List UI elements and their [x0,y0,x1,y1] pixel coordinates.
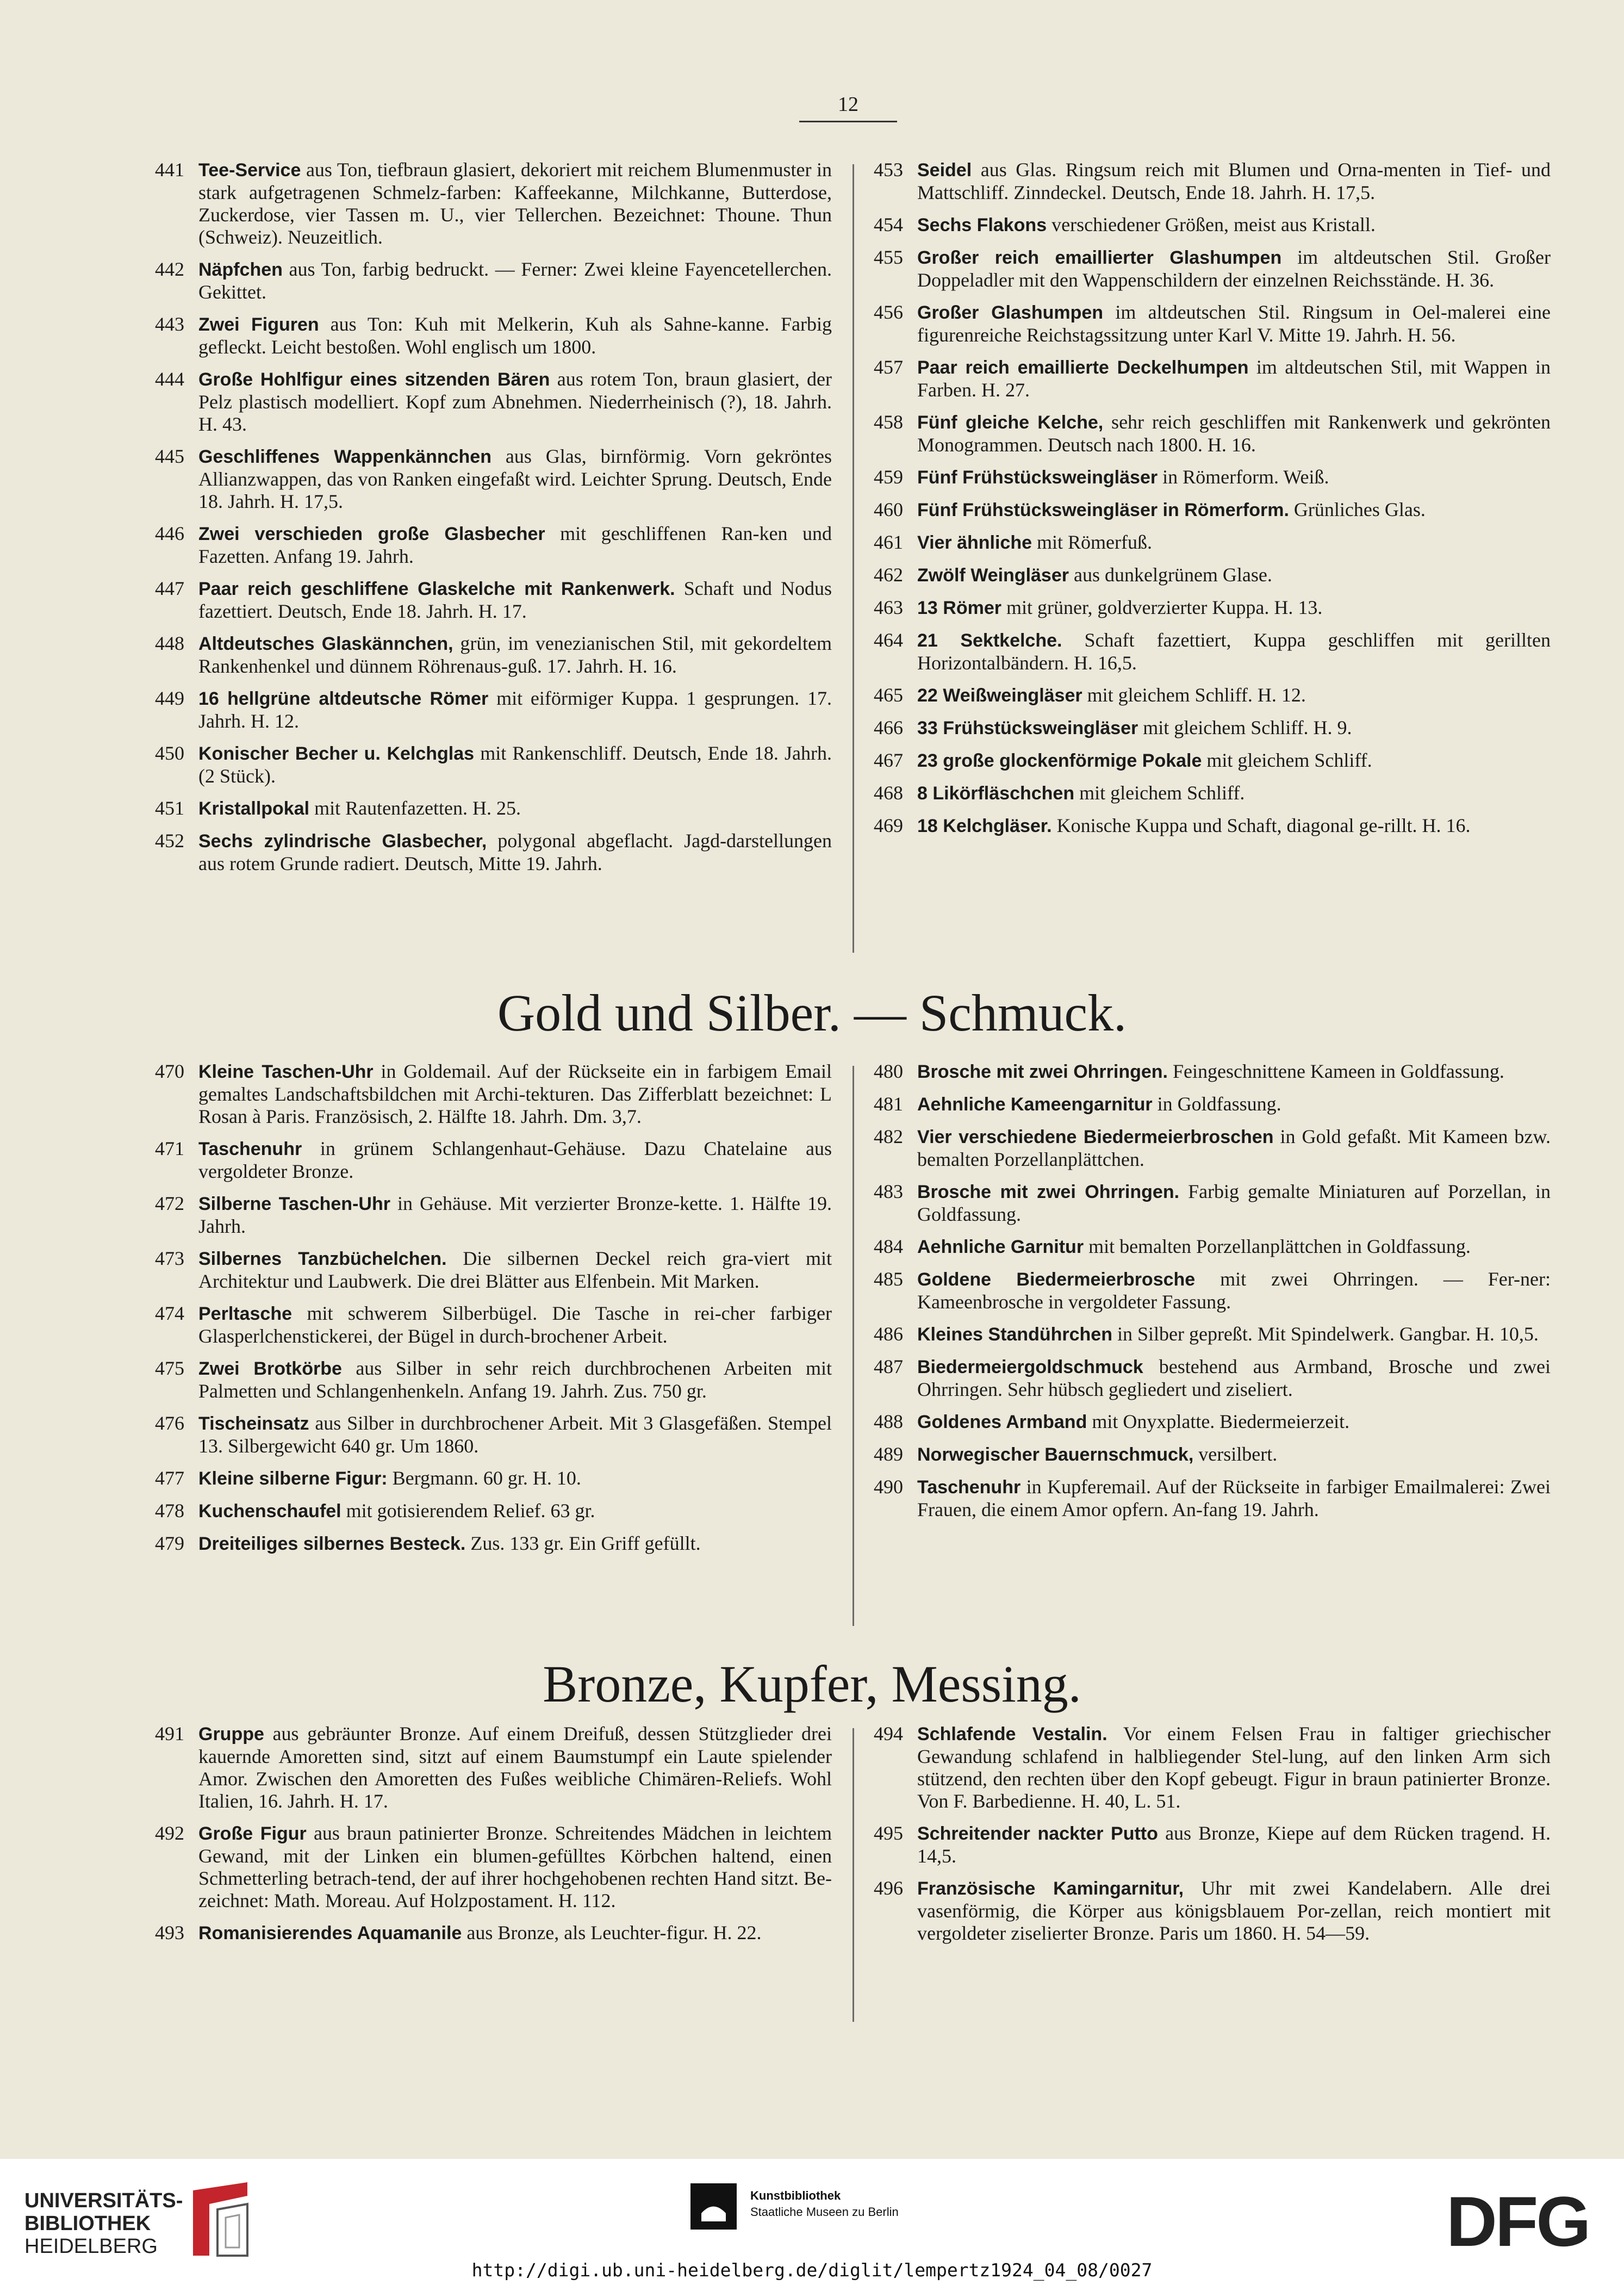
lot-number: 453 [874,159,903,181]
lot-title: Näpfchen [198,259,283,280]
lot-title: Goldenes Armband [917,1412,1087,1432]
catalog-entry [874,1476,1551,1521]
lot-title: Sechs zylindrische Glasbecher, [198,831,487,852]
catalog-entry [874,411,1551,456]
lot-title: Zwölf Weingläser [917,565,1069,586]
lot-description: Farbig gemalte Miniaturen auf Porzellan, in Goldfassung. [917,1181,1551,1225]
catalog-entry [155,1138,832,1183]
catalog-entry [155,368,832,436]
lot-description: aus rotem Ton, braun glasiert, der Pelz plastisch modelliert. Kopf zum Abnehmen. Niederrheinisch (?), 18. Jahrh. H. 43. [198,368,832,435]
lot-number: 456 [874,301,903,323]
section-gold-silver [155,1060,1551,1637]
lot-number: 443 [155,313,184,335]
catalog-entry [155,523,832,568]
lot-title: Kleines Standührchen [917,1324,1112,1345]
catalog-entry [874,564,1551,587]
lot-title: Vier verschiedene Biedermeierbroschen [917,1127,1274,1147]
catalog-entry [874,1235,1551,1258]
lot-title: Taschenuhr [917,1477,1021,1498]
lot-number: 469 [874,815,903,836]
catalog-entry [874,684,1551,707]
lot-description: Schaft und Nodus fazettiert. Deutsch, Ende 18. Jahrh. H. 17. [198,578,832,622]
source-url[interactable]: http://digi.ub.uni-heidelberg.de/diglit/lempertz1924_04_08/0027 [471,2259,1153,2281]
catalog-entry [874,749,1551,772]
lot-description: grün, im venezianischen Stil, mit gekordeltem Rankenhenkel und dünnem Röhrenaus-guß. 17. Jahrh. H. 16. [198,632,832,677]
lot-title: Vier ähnliche [917,532,1032,553]
catalog-entry [874,301,1551,346]
lot-title: Zwei verschieden große Glasbecher [198,524,545,544]
lot-description: im altdeutschen Stil. Ringsum in Oel-malerei eine figurenreiche Reichstagssitzung unter Karl V. Mitte 19. Jahrh. H. 56. [917,301,1551,346]
column-divider [853,164,854,953]
lot-number: 485 [874,1268,903,1290]
lot-number: 494 [874,1723,903,1744]
lot-number: 446 [155,523,184,544]
lot-title: 18 Kelchgläser. [917,816,1052,836]
lot-description: aus Bronze, Kiepe auf dem Rücken tragend. H. 14,5. [917,1822,1551,1867]
lot-description: Uhr mit zwei Kandelabern. Alle drei vasenförmig, die Körper aus königsblauem Por-zellan, reich montiert mit vergoldeter ziselierter Bronze. Paris um 1860. H. 54—59. [917,1877,1551,1944]
catalog-entry [155,632,832,678]
lot-description: Feingeschnittene Kameen in Goldfassung. [1167,1060,1504,1082]
footer [0,2159,1624,2291]
lot-title: Große Figur [198,1823,307,1844]
lot-number: 474 [155,1302,184,1324]
catalog-entry [874,356,1551,401]
lot-title: 21 Sektkelche. [917,630,1062,651]
lot-description: aus Glas. Ringsum reich mit Blumen und Orna-menten in Tief- und Mattschliff. Zinndeckel. Deutsch, Ende 18. Jahrh. H. 17,5. [917,159,1551,203]
lot-number: 470 [155,1060,184,1082]
dfg-logo[interactable]: DFG [1446,2182,1589,2261]
lot-title: Kristallpokal [198,798,310,819]
lot-number: 447 [155,578,184,599]
catalog-entry [874,717,1551,740]
lot-title: Zwei Brotkörbe [198,1358,342,1379]
catalog-entry [874,214,1551,237]
lot-title: Schlafende Vestalin. [917,1724,1107,1744]
lot-title: Taschenuhr [198,1139,302,1159]
catalog-entry [874,1356,1551,1401]
catalog-entry [874,1126,1551,1171]
lot-description: mit gleichem Schliff. [1074,782,1245,804]
lot-title: 33 Frühstücksweingläser [917,718,1138,738]
lot-description: mit gleichem Schliff. [1202,749,1372,771]
lot-title: Französische Kamingarnitur, [917,1878,1184,1899]
catalog-entry [874,629,1551,674]
lot-description: mit geschliffenen Ran-ken und Fazetten. Anfang 19. Jahrh. [198,523,832,567]
lot-number: 476 [155,1412,184,1434]
kunstbibliothek-logo[interactable] [690,2183,962,2243]
lot-title: Silbernes Tanzbüchelchen. [198,1249,447,1269]
lot-number: 473 [155,1247,184,1269]
right-column [874,1060,1551,1531]
lot-number: 488 [874,1411,903,1432]
column-divider [853,1066,854,1626]
lot-description: mit schwerem Silberbügel. Die Tasche in rei-cher farbiger Glasperlchenstickerei, der Bügel in durch-brochener Arbeit. [198,1302,832,1347]
lot-description: mit bemalten Porzellanplättchen in Goldfassung. [1084,1235,1471,1257]
lot-description: aus Bronze, als Leuchter-figur. H. 22. [462,1922,762,1944]
catalog-entry [155,687,832,732]
lot-number: 472 [155,1193,184,1214]
lot-number: 465 [874,684,903,706]
lot-number: 471 [155,1138,184,1159]
lot-description: in Goldfassung. [1152,1093,1281,1115]
catalog-entry [155,830,832,875]
lot-description: aus gebräunter Bronze. Auf einem Dreifuß, dessen Stützglieder drei kauernde Amoretten sind, sitzt auf einem Baumstumpf ein Laute spielender Amor. Zwischen den Amoretten des Fußes weibliche Chimären-Reliefs. Wohl Italien, 16. Jahrh. H. 17. [198,1723,832,1812]
catalog-entry [874,531,1551,554]
lot-description: aus braun patinierter Bronze. Schreitendes Mädchen in leichtem Gewand, mit der Linken ein blumen-gefülltes Körbchen haltend, einen Schmetterling betrach-tend, der auf ihrer hochgehobenen rechten Hand sitzt. Be-zeichnet: Math. Moreau. Auf Holzpostament. H. 112. [198,1822,832,1911]
catalog-entry [874,1093,1551,1116]
section-bronze [155,1723,1551,2027]
kunstbibliothek-mark-icon [690,2183,737,2230]
lot-title: Fünf Frühstücksweingläser in Römerform. [917,500,1289,520]
lot-number: 468 [874,782,903,804]
catalog-entry [874,1877,1551,1945]
lot-title: Großer reich emaillierter Glashumpen [917,247,1282,268]
lot-title: Paar reich emaillierte Deckelhumpen [917,357,1249,378]
catalog-entry [155,1247,832,1293]
lot-title: Fünf Frühstücksweingläser [917,467,1158,488]
catalog-entry [155,1193,832,1238]
lot-description: mit Onyxplatte. Biedermeierzeit. [1087,1411,1350,1432]
lot-title: Aehnliche Garnitur [917,1237,1084,1257]
catalog-entry [155,159,832,249]
catalog-entry [155,445,832,513]
lot-number: 493 [155,1922,184,1944]
lot-description: mit zwei Ohrringen. — Fer-ner: Kameenbrosche in vergoldeter Fassung. [917,1268,1551,1313]
lot-number: 448 [155,632,184,654]
lot-number: 455 [874,246,903,268]
section-ceramics-glass [155,159,1551,953]
lot-title: Großer Glashumpen [917,302,1104,323]
lot-title: 13 Römer [917,598,1001,618]
left-column [155,159,832,885]
lot-title: Goldene Biedermeierbrosche [917,1269,1196,1290]
lot-description: aus Ton, farbig bedruckt. — Ferner: Zwei kleine Fayencetellerchen. Gekittet. [198,258,832,303]
lot-number: 478 [155,1500,184,1522]
lot-title: Gruppe [198,1724,264,1744]
lot-number: 452 [155,830,184,852]
lot-number: 450 [155,742,184,764]
lot-description: aus Glas, birnförmig. Vorn gekröntes Allianzwappen, das von Ranken eingefaßt wird. Leichter Sprung. Deutsch, Ende 18. Jahrh. H. 17,5. [198,445,832,512]
section-heading-bronze: Bronze, Kupfer, Messing. [543,1655,1081,1713]
lot-description: mit Rautenfazetten. H. 25. [309,797,521,819]
lot-description: in Gold gefaßt. Mit Kameen bzw. bemalten Porzellanplättchen. [917,1126,1551,1170]
lot-title: Aehnliche Kameengarnitur [917,1094,1153,1115]
lot-number: 458 [874,411,903,433]
lot-number: 459 [874,466,903,488]
lot-title: Fünf gleiche Kelche, [917,412,1104,433]
lot-description: in Goldemail. Auf der Rückseite ein in farbigem Email gemaltes Landschaftsbildchen mit Archi-tekturen. Das Zifferblatt bezeichnet: L Rosan à Paris. Französisch, 2. Hälfte 18. Jahrh. Dm. 3,7. [198,1060,832,1127]
lot-title: Norwegischer Bauernschmuck, [917,1444,1194,1465]
lot-number: 441 [155,159,184,181]
catalog-entry [874,466,1551,489]
lot-number: 482 [874,1126,903,1147]
catalog-entry [155,258,832,303]
lot-title: Kuchenschaufel [198,1501,341,1522]
catalog-entry [874,1411,1551,1433]
catalog-entry [155,578,832,623]
lot-description: im altdeutschen Stil. Großer Doppeladler mit den Wappenschildern der einzelnen Reichsstände. H. 36. [917,246,1551,291]
lot-number: 475 [155,1357,184,1379]
lot-description: bestehend aus Armband, Brosche und zwei Ohrringen. Sehr hübsch gegliedert und ziseliert. [917,1356,1551,1400]
catalog-entry [874,1323,1551,1346]
lot-number: 464 [874,629,903,651]
catalog-entry [155,1467,832,1490]
lot-number: 449 [155,687,184,709]
lot-title: Schreitender nackter Putto [917,1823,1158,1844]
catalog-entry [155,1822,832,1912]
lot-description: in Gehäuse. Mit verzierter Bronze-kette. 1. Hälfte 19. Jahrh. [198,1193,832,1237]
lot-description: Die silbernen Deckel reich gra-viert mit Architektur und Laubwerk. Die drei Blätter aus Elfenbein. Mit Marken. [198,1247,832,1292]
lot-number: 454 [874,214,903,235]
lot-title: Tischeinsatz [198,1413,309,1434]
catalog-entry [155,1723,832,1812]
left-column [155,1723,832,1954]
lot-number: 486 [874,1323,903,1345]
lot-number: 491 [155,1723,184,1744]
catalog-entry [874,159,1551,204]
lot-number: 490 [874,1476,903,1498]
lot-description: aus Silber in sehr reich durchbrochenen Arbeiten mit Palmetten und Schlangenhenkeln. Anfang 19. Jahrh. Zus. 750 gr. [198,1357,832,1402]
catalog-entry [874,597,1551,619]
section-heading-gold-silver: Gold und Silber. — Schmuck. [497,984,1127,1042]
catalog-entry [874,1822,1551,1867]
lot-description: Konische Kuppa und Schaft, diagonal ge-rillt. H. 16. [1051,815,1471,836]
catalog-entry [874,246,1551,291]
catalog-entry [155,1532,832,1555]
catalog-entry [155,1302,832,1348]
lot-description: aus Ton: Kuh mit Melkerin, Kuh als Sahne-kanne. Farbig gefleckt. Leicht bestoßen. Wohl englisch um 1800. [198,313,832,358]
right-column [874,1723,1551,1954]
lot-title: Silberne Taschen-Uhr [198,1194,390,1214]
university-library-name: UNIVERSITÄTS- BIBLIOTHEK HEIDELBERG [24,2189,183,2258]
catalog-entry [874,1723,1551,1812]
lot-number: 477 [155,1467,184,1489]
catalog-entry [874,1181,1551,1226]
lot-number: 484 [874,1235,903,1257]
lot-number: 489 [874,1443,903,1465]
catalog-entry [874,815,1551,837]
lot-title: Geschliffenes Wappenkännchen [198,446,491,467]
lot-number: 480 [874,1060,903,1082]
catalog-entry [874,499,1551,521]
kunstbibliothek-name: Kunstbibliothek Staatliche Museen zu Berlin [750,2189,899,2219]
lot-title: 22 Weißweingläser [917,685,1082,706]
catalog-entry [155,1060,832,1128]
lot-number: 445 [155,445,184,467]
lot-title: Brosche mit zwei Ohrringen. [917,1182,1180,1202]
lot-title: Paar reich geschliffene Glaskelche mit Rankenwerk. [198,579,675,599]
left-column [155,1060,832,1565]
catalog-entry [874,1443,1551,1466]
lot-number: 479 [155,1532,184,1554]
catalog-entry [874,1268,1551,1313]
lot-description: aus Ton, tiefbraun glasiert, dekoriert mit reichem Blumenmuster in stark aufgetragenen Schmelz-farben: Kaffeekanne, Milchkanne, Butterdose, Zuckerdose, vier Tassen m. U., vier Tellerchen. Bezeichnet: Thoune. Thun (Schweiz). Neuzeitlich. [198,159,832,248]
lot-title: Kleine silberne Figur: [198,1468,388,1489]
lot-title: 8 Likörfläschchen [917,783,1075,804]
lot-title: Brosche mit zwei Ohrringen. [917,1061,1168,1082]
lot-title: Seidel [917,160,972,181]
lot-title: Perltasche [198,1303,292,1324]
lot-description: verschiedener Größen, meist aus Kristall. [1047,214,1376,235]
lot-description: mit eiförmiger Kuppa. 1 gesprungen. 17. Jahrh. H. 12. [198,687,832,732]
lot-description: aus Silber in durchbrochener Arbeit. Mit 3 Glasgefäßen. Stempel 13. Silbergewicht 640 gr. Um 1860. [198,1412,832,1457]
lot-description: mit Rankenschliff. Deutsch, Ende 18. Jahrh. (2 Stück). [198,742,832,787]
lot-title: Tee-Service [198,160,301,181]
lot-number: 496 [874,1877,903,1899]
lot-description: mit Römerfuß. [1032,531,1153,553]
lot-description: Schaft fazettiert, Kuppa geschliffen mit gerillten Horizontalbändern. H. 16,5. [917,629,1551,674]
lot-number: 463 [874,597,903,618]
lot-number: 481 [874,1093,903,1115]
lot-number: 461 [874,531,903,553]
lot-title: 23 große glockenförmige Pokale [917,750,1202,771]
lot-description: in grünem Schlangenhaut-Gehäuse. Dazu Chatelaine aus vergoldeter Bronze. [198,1138,832,1182]
catalog-entry [155,1357,832,1402]
lot-number: 483 [874,1181,903,1202]
lot-title: Romanisierendes Aquamanile [198,1923,462,1944]
right-column [874,159,1551,847]
lot-description: mit gotisierendem Relief. 63 gr. [341,1500,595,1522]
lot-description: in Kupferemail. Auf der Rückseite in farbiger Emailmalerei: Zwei Frauen, die einem Amor opfern. An-fang 19. Jahrh. [917,1476,1551,1520]
lot-description: Grünliches Glas. [1289,499,1426,520]
lot-number: 460 [874,499,903,520]
lot-number: 495 [874,1822,903,1844]
lot-description: in Römerform. Weiß. [1158,466,1329,488]
lot-number: 451 [155,797,184,819]
lot-description: sehr reich geschliffen mit Rankenwerk und gekrönten Monogrammen. Deutsch nach 1800. H. 16. [917,411,1551,456]
lot-number: 442 [155,258,184,280]
column-divider [853,1728,854,2022]
lot-description: in Silber gepreßt. Mit Spindelwerk. Gangbar. H. 10,5. [1112,1323,1539,1345]
lot-title: Dreiteiliges silbernes Besteck. [198,1533,466,1554]
library-emblem-icon [188,2180,253,2261]
catalog-entry [874,782,1551,805]
lot-title: Große Hohlfigur eines sitzenden Bären [198,369,550,390]
catalog-entry [155,1922,832,1945]
lot-description: aus dunkelgrünem Glase. [1068,564,1272,586]
lot-description: mit grüner, goldverzierter Kuppa. H. 13. [1001,597,1323,618]
lot-description: mit gleichem Schliff. H. 12. [1082,684,1306,706]
lot-title: Sechs Flakons [917,215,1047,235]
lot-number: 466 [874,717,903,738]
lot-description: versilbert. [1193,1443,1278,1465]
lot-number: 462 [874,564,903,586]
catalog-entry [874,1060,1551,1083]
lot-description: Bergmann. 60 gr. H. 10. [387,1467,581,1489]
lot-number: 444 [155,368,184,390]
lot-description: Vor einem Felsen Frau in faltiger griechischer Gewandung schlafend in halbliegender Stel-lung, auf den linken Arm sich stützend, den rechten über den Kopf gebeugt. Figur in braun patinierter Bronze. Von F. Barbedienne. H. 40, L. 51. [917,1723,1551,1812]
lot-description: polygonal abgeflacht. Jagd-darstellungen aus rotem Grunde radiert. Deutsch, Mitte 19. Jahrh. [198,830,832,874]
lot-title: Kleine Taschen-Uhr [198,1061,374,1082]
lot-number: 492 [155,1822,184,1844]
catalog-entry [155,1500,832,1523]
lot-title: Konischer Becher u. Kelchglas [198,743,475,764]
catalog-entry [155,742,832,787]
lot-description: mit gleichem Schliff. H. 9. [1138,717,1352,738]
lot-number: 457 [874,356,903,378]
lot-description: im altdeutschen Stil, mit Wappen in Farben. H. 27. [917,356,1551,401]
lot-title: 16 hellgrüne altdeutsche Römer [198,688,489,709]
catalog-entry [155,1412,832,1457]
heidelberg-university-library-logo[interactable] [24,2180,280,2256]
lot-number: 487 [874,1356,903,1377]
catalog-entry [155,313,832,358]
lot-description: Zus. 133 gr. Ein Griff gefüllt. [465,1532,701,1554]
page-number: 12 [799,92,897,122]
lot-title: Biedermeiergoldschmuck [917,1357,1143,1377]
catalog-entry [155,797,832,820]
lot-number: 467 [874,749,903,771]
lot-title: Altdeutsches Glaskännchen, [198,634,453,654]
lot-title: Zwei Figuren [198,314,319,335]
